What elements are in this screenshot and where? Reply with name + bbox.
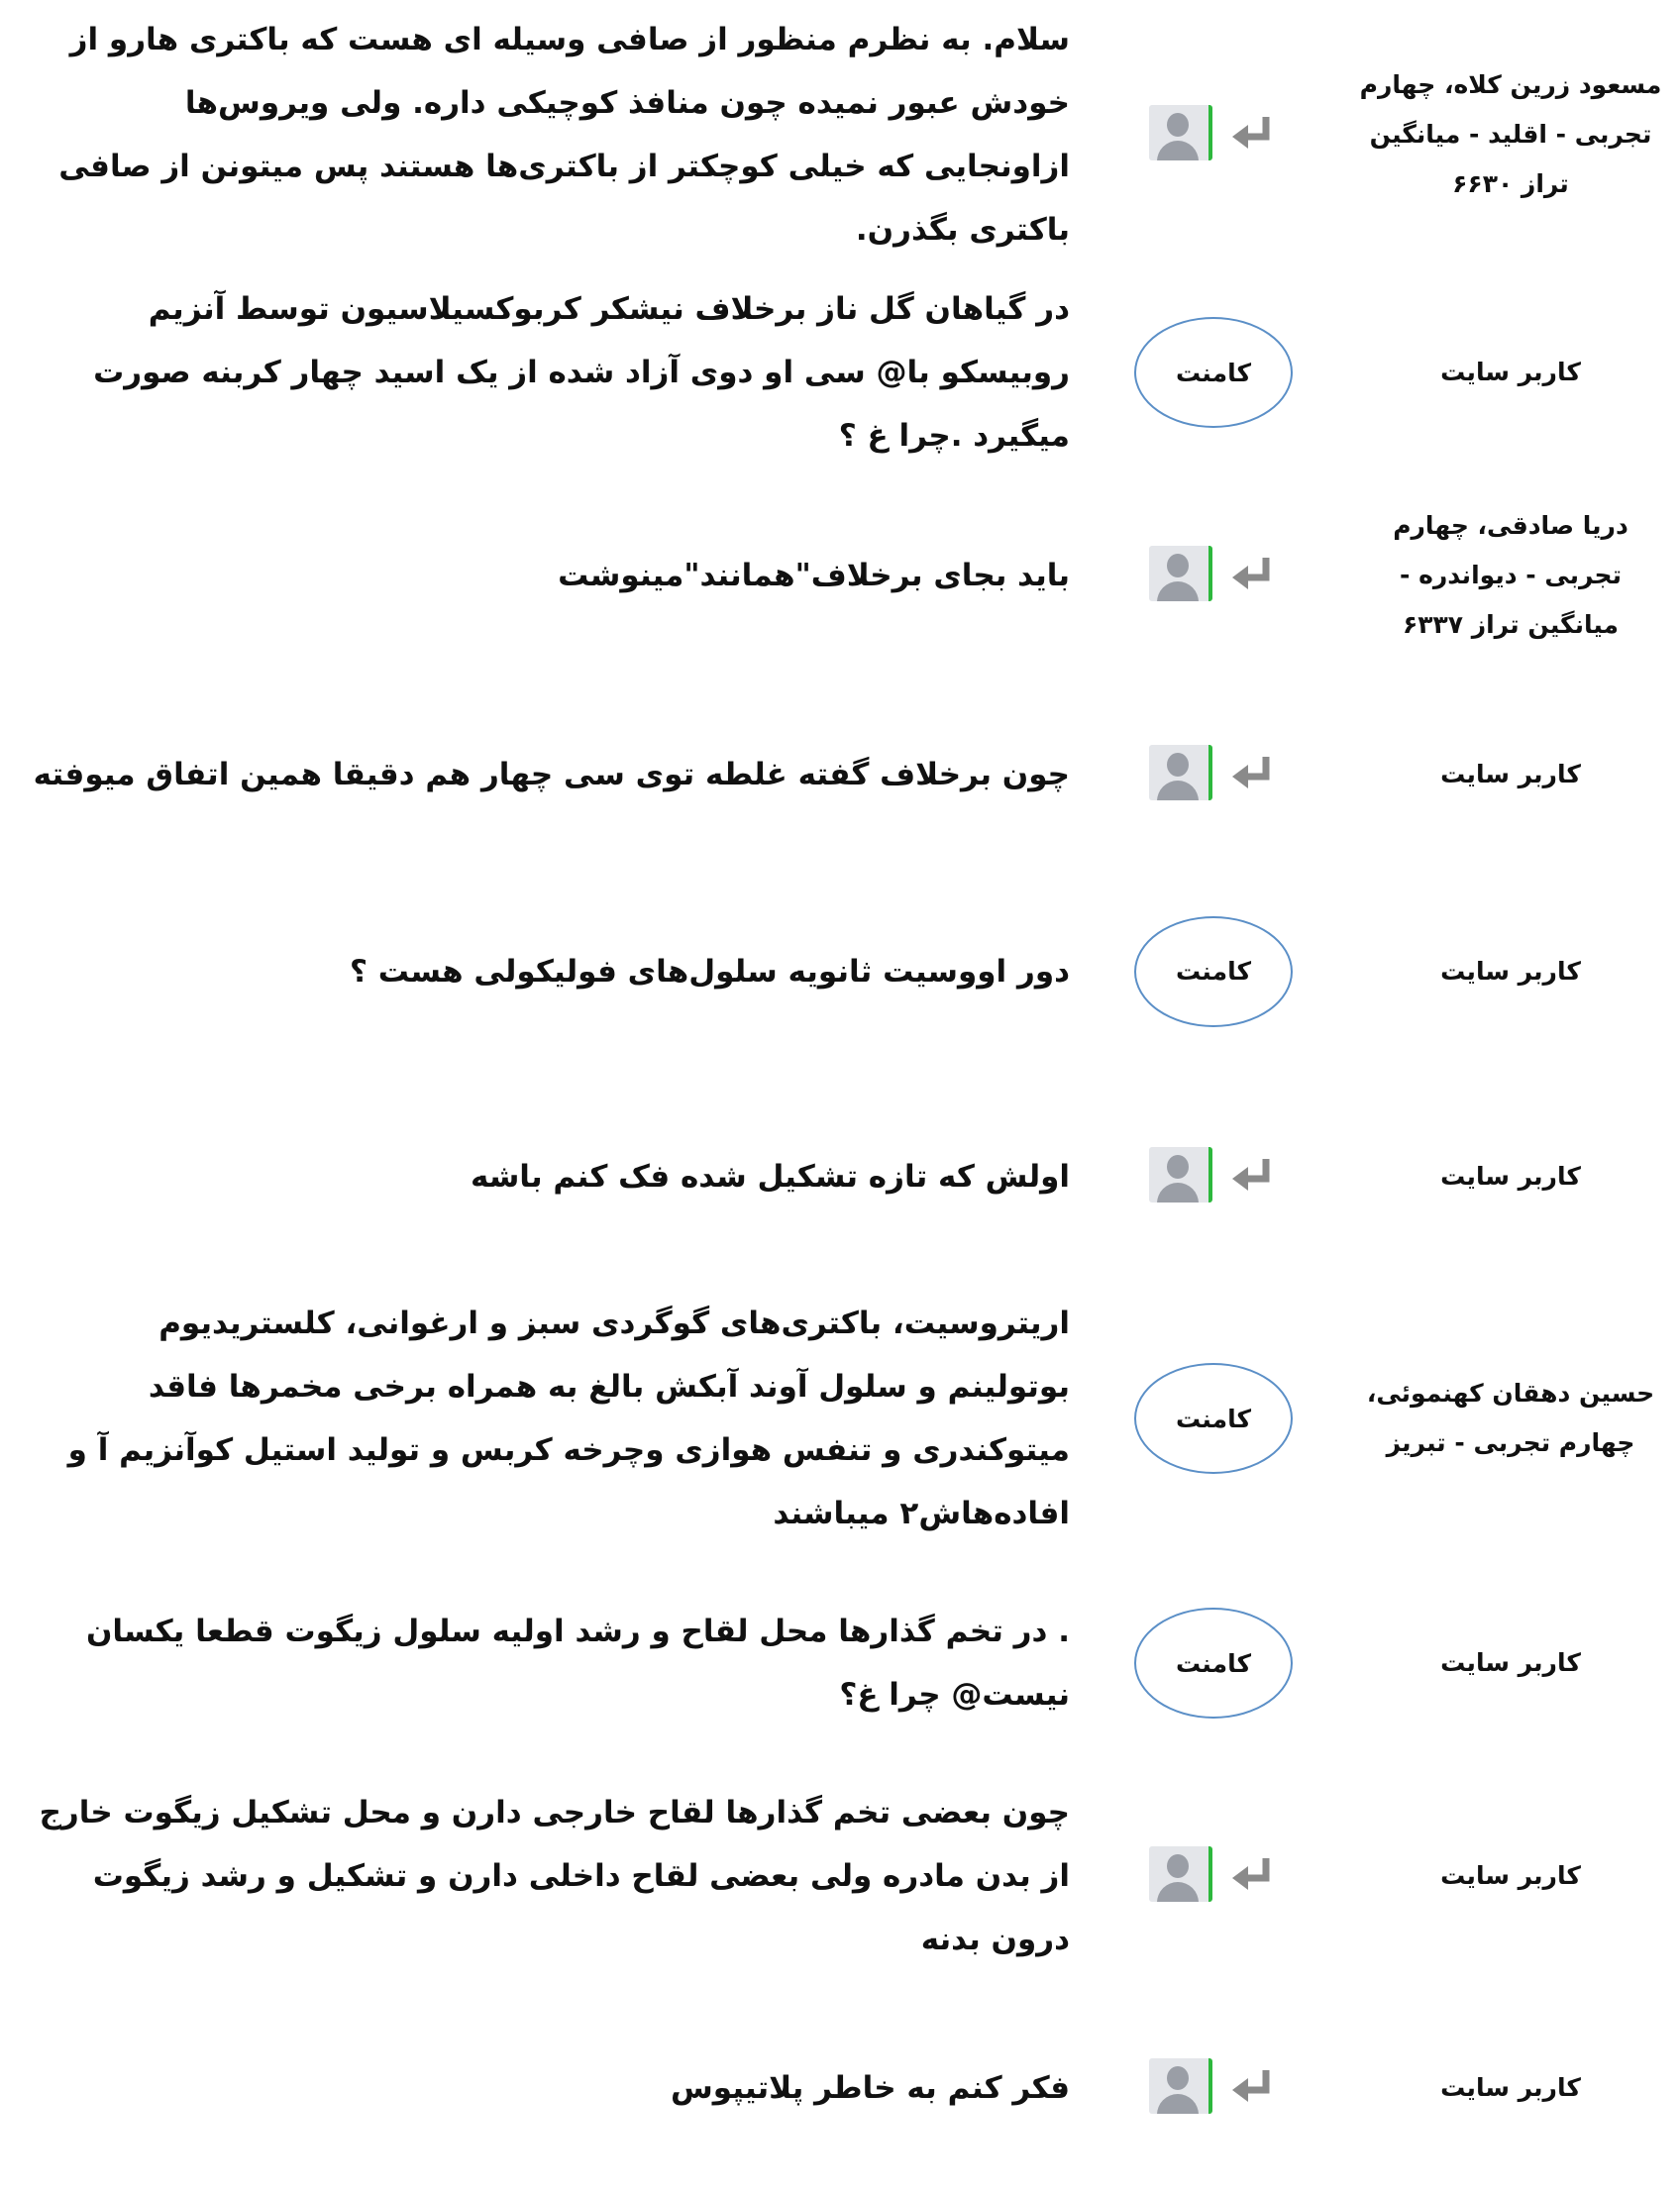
comment-row bbox=[0, 1553, 1680, 1773]
action-cell bbox=[1070, 1846, 1357, 1906]
author-name: کاربر سایت bbox=[1440, 759, 1581, 788]
action-cell bbox=[1070, 546, 1357, 605]
comment-text: سلام. به نظرم منظور از صافی وسیله ای هست که باکتری هارو از خودش عبور نمیده چون منافذ کوچیکی داره. ولی ویروس‌ها ازاونجایی که خیلی کوچکتر از باکتری‌ها هستند پس میتونن از صافی باکتری بگذرن. bbox=[58, 22, 1070, 248]
comment-badge[interactable]: کامنت bbox=[1134, 317, 1293, 428]
reply-arrow-icon bbox=[1230, 2066, 1274, 2106]
comment-badge[interactable]: کامنت bbox=[1134, 916, 1293, 1027]
action-cell bbox=[1070, 317, 1357, 428]
comment-text: فکر کنم به خاطر پلاتیپوس bbox=[670, 2069, 1070, 2106]
avatar-icon bbox=[1149, 1147, 1212, 1203]
comment-row bbox=[0, 1979, 1680, 2196]
comment-text: چون بعضی تخم گذارها لقاح خارجی دارن و محل تشکیل زیگوت خارج از بدن مادره ولی بعضی لقاح داخلی دارن و تشکیل و رشد زیگوت درون بدنه bbox=[39, 1795, 1070, 1957]
author-name: کاربر سایت bbox=[1440, 1162, 1581, 1191]
comment-row bbox=[0, 0, 1680, 269]
avatar-icon bbox=[1149, 105, 1212, 160]
comment-row bbox=[0, 269, 1680, 475]
action-cell bbox=[1070, 745, 1357, 804]
reply-indicator[interactable] bbox=[1149, 2058, 1278, 2118]
author-name: دریا صادقی، چهارم تجربی - دیواندره - میانگین تراز ۶۳۳۷ bbox=[1393, 511, 1628, 639]
reply-arrow-icon bbox=[1230, 554, 1274, 593]
action-cell bbox=[1070, 1363, 1357, 1474]
author-name: کاربر سایت bbox=[1440, 358, 1581, 386]
comment-text: . در تخم گذارها محل لقاح و رشد اولیه سلول زیگوت قطعا یکسان نیست@ چرا غ؟ bbox=[85, 1614, 1070, 1713]
comment-row bbox=[0, 873, 1680, 1070]
reply-arrow-icon bbox=[1230, 753, 1274, 792]
comment-badge[interactable]: کامنت bbox=[1134, 1608, 1293, 1719]
comment-row bbox=[0, 676, 1680, 873]
comment-row bbox=[0, 1773, 1680, 1979]
author-name: کاربر سایت bbox=[1440, 956, 1581, 986]
reply-indicator[interactable] bbox=[1149, 546, 1278, 605]
action-cell bbox=[1070, 1147, 1357, 1206]
author-name: کاربر سایت bbox=[1440, 1861, 1581, 1890]
comment-row bbox=[0, 1284, 1680, 1553]
action-cell bbox=[1070, 105, 1357, 164]
avatar-icon bbox=[1149, 2058, 1212, 2114]
comment-text: چون برخلاف گفته غلطه توی سی چهار هم دقیقا همین اتفاق میوفته bbox=[33, 756, 1070, 792]
reply-indicator[interactable] bbox=[1149, 1147, 1278, 1206]
comment-text: در گیاهان گل ناز برخلاف نیشکر کربوکسیلاسیون توسط آنزیم روبیسکو با@ سی او دوی آزاد شده از یک اسید چهار کربنه صورت میگیرد .چرا غ ؟ bbox=[93, 291, 1070, 454]
action-cell bbox=[1070, 1608, 1357, 1719]
action-cell bbox=[1070, 2058, 1357, 2118]
author-name: کاربر سایت bbox=[1440, 1648, 1581, 1677]
comment-row bbox=[0, 1070, 1680, 1284]
reply-indicator[interactable] bbox=[1149, 105, 1278, 164]
action-cell bbox=[1070, 916, 1357, 1027]
avatar-icon bbox=[1149, 1846, 1212, 1902]
comment-text: اولش که تازه تشکیل شده فک کنم باشه bbox=[471, 1159, 1070, 1195]
comment-badge[interactable]: کامنت bbox=[1134, 1363, 1293, 1474]
reply-arrow-icon bbox=[1230, 113, 1274, 153]
avatar-icon bbox=[1149, 745, 1212, 800]
author-name: حسین دهقان کهنموئی، چهارم تجربی - تبریز bbox=[1366, 1379, 1655, 1457]
comment-text: اریتروسیت، باکتری‌های گوگردی سبز و ارغوانی، کلستریدیوم بوتولینم و سلول آوند آبکش بالغ به همراه برخی مخمرها فاقد میتوکندری و تنفس هوازی وچرخه کربس و تولید استیل کوآنزیم آ و افاده‌هاش۲ میباشند bbox=[67, 1306, 1070, 1531]
comment-row bbox=[0, 475, 1680, 676]
comment-text: دور اووسیت ثانویه سلول‌های فولیکولی هست ؟ bbox=[349, 953, 1070, 990]
comment-text: باید بجای برخلاف"همانند"مینوشت bbox=[558, 558, 1070, 593]
reply-indicator[interactable] bbox=[1149, 745, 1278, 804]
author-name: مسعود زرین کلاه، چهارم تجربی - اقلید - میانگین تراز ۶۶۳۰ bbox=[1359, 70, 1662, 198]
reply-arrow-icon bbox=[1230, 1854, 1274, 1894]
reply-arrow-icon bbox=[1230, 1155, 1274, 1195]
avatar-icon bbox=[1149, 546, 1212, 601]
author-name: کاربر سایت bbox=[1440, 2072, 1581, 2102]
reply-indicator[interactable] bbox=[1149, 1846, 1278, 1906]
